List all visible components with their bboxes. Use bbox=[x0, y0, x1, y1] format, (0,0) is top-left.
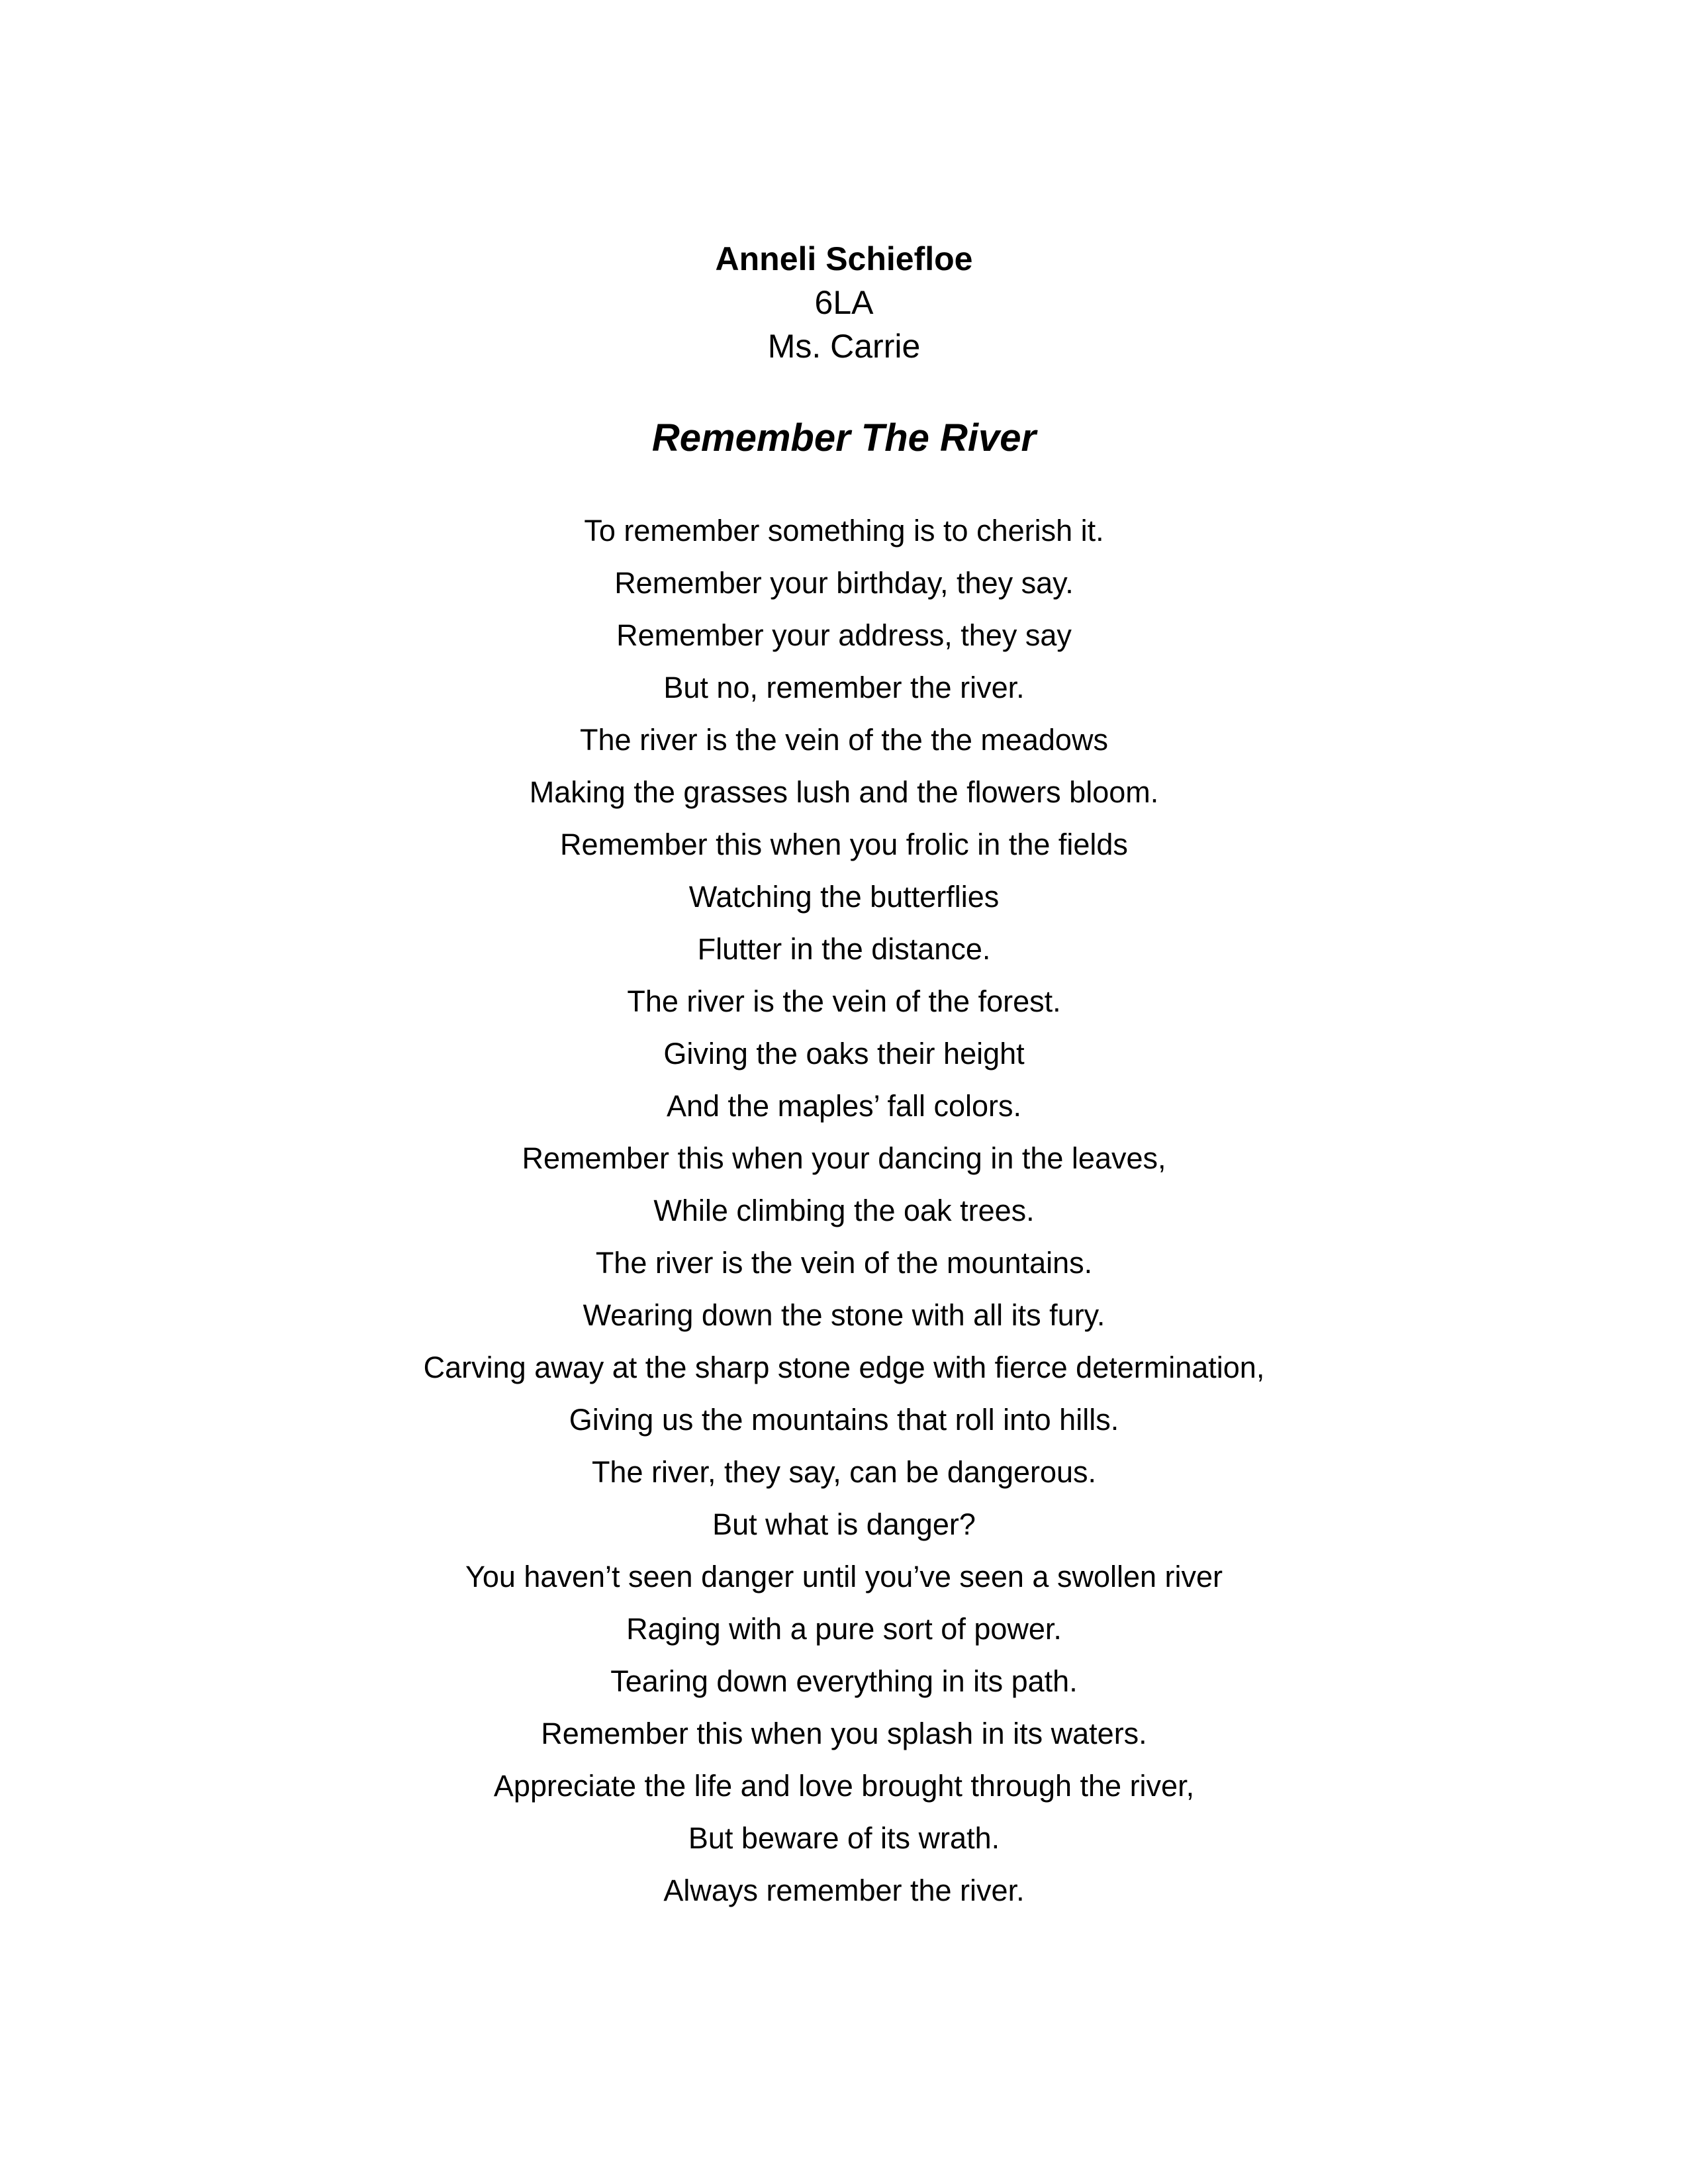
class-name: 6LA bbox=[814, 284, 874, 321]
poem-line: Making the grasses lush and the flowers bloom. bbox=[529, 775, 1159, 809]
poem-line: To remember something is to cherish it. bbox=[584, 514, 1104, 547]
poem-line: Remember this when your dancing in the leaves, bbox=[522, 1141, 1166, 1175]
poem-line: Raging with a pure sort of power. bbox=[626, 1612, 1062, 1646]
poem-line: Tearing down everything in its path. bbox=[610, 1664, 1078, 1698]
poem-line: The river is the vein of the the meadows bbox=[580, 723, 1108, 757]
author-name: Anneli Schiefloe bbox=[715, 240, 973, 277]
poem-line: Giving us the mountains that roll into hills. bbox=[569, 1403, 1119, 1437]
poem-line: While climbing the oak trees. bbox=[653, 1194, 1035, 1227]
poem-line: Carving away at the sharp stone edge with fierce determination, bbox=[423, 1351, 1265, 1384]
teacher-name: Ms. Carrie bbox=[767, 328, 921, 365]
poem-body bbox=[0, 504, 1688, 1917]
poem-line: Watching the butterflies bbox=[688, 880, 1000, 914]
poem-title: Remember The River bbox=[651, 416, 1037, 459]
poem-line: Always remember the river. bbox=[663, 1874, 1025, 1907]
poem-line: The river is the vein of the mountains. bbox=[595, 1246, 1093, 1280]
poem-line: Wearing down the stone with all its fury. bbox=[583, 1298, 1105, 1332]
poem-line: Giving the oaks their height bbox=[663, 1037, 1025, 1070]
poem-line: The river is the vein of the forest. bbox=[627, 984, 1061, 1018]
poem-line: Flutter in the distance. bbox=[697, 932, 991, 966]
poem-line: Remember this when you frolic in the fields bbox=[560, 828, 1128, 861]
poem-line: But what is danger? bbox=[712, 1507, 976, 1541]
header-block bbox=[0, 237, 1688, 368]
poem-line: Remember this when you splash in its waters. bbox=[541, 1717, 1147, 1750]
poem-line: And the maples’ fall colors. bbox=[666, 1089, 1022, 1123]
poem-line: But no, remember the river. bbox=[663, 671, 1025, 704]
poem-line: Appreciate the life and love brought through the river, bbox=[493, 1769, 1195, 1803]
poem-line: The river, they say, can be dangerous. bbox=[591, 1455, 1097, 1489]
poem-line: Remember your address, they say bbox=[616, 618, 1072, 652]
poem-line: You haven’t seen danger until you’ve seen a swollen river bbox=[465, 1560, 1223, 1593]
poem-line: Remember your birthday, they say. bbox=[614, 566, 1074, 600]
poem-line: But beware of its wrath. bbox=[688, 1821, 1000, 1855]
